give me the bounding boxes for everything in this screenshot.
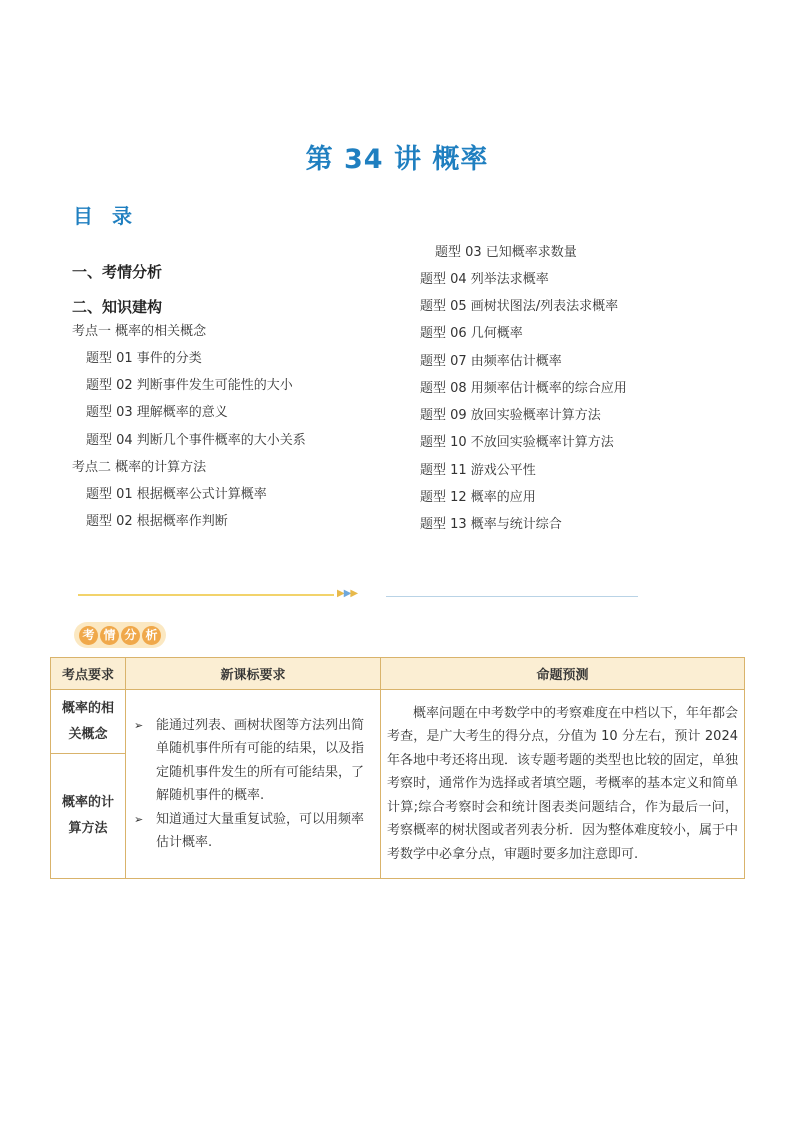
toc-section-analysis[interactable]: 一、考情分析 <box>72 263 163 281</box>
prediction-cell: 概率问题在中考数学中的考察难度在中档以下，年年都会考查，是广大考生的得分点，分值为 10 分左右，预计 2024 年各地中考还将出现．该专题考题的类型也比较的固定，单独考察时，通常作为选择或者填空题，考概率的基本定义和简单计算;综合考察时会和统计图表类问题结合，作为最后一问，考察概率的树状图或者列表分析．因为整体难度较小，属于中考数学中必拿分点，审题时要多加注意即可. <box>381 690 745 879</box>
table-header: 新课标要求 <box>126 658 381 690</box>
badge-char: 析 <box>142 626 161 645</box>
toc-item[interactable]: 题型 09 放回实验概率计算方法 <box>420 408 601 423</box>
toc-item[interactable]: 题型 06 几何概率 <box>420 326 523 341</box>
divider-left <box>78 594 334 596</box>
table-header-row <box>51 658 745 690</box>
table-header: 命题预测 <box>381 658 745 690</box>
toc-item[interactable]: 题型 01 事件的分类 <box>86 351 202 366</box>
divider-right <box>386 596 638 597</box>
arrow-bullet-icon: ➢ <box>134 812 144 826</box>
toc-item[interactable]: 题型 05 画树状图法/列表法求概率 <box>420 299 619 314</box>
requirements-cell <box>126 690 381 879</box>
category-cell: 概率的计算方法 <box>51 754 126 879</box>
requirement-text: 能通过列表、画树状图等方法列出简单随机事件所有可能的结果，以及指定随机事件发生的所有可能结果，了解随机事件的概率. <box>156 717 365 803</box>
toc-item[interactable]: 题型 04 判断几个事件概率的大小关系 <box>86 433 306 448</box>
list-item <box>134 808 370 855</box>
table-row <box>51 690 745 754</box>
badge-char: 情 <box>100 626 119 645</box>
section-badge <box>74 622 166 648</box>
toc-section-knowledge[interactable]: 二、知识建构 <box>72 298 163 316</box>
toc-item[interactable]: 题型 12 概率的应用 <box>420 490 536 505</box>
requirements-list <box>134 714 370 855</box>
toc-item[interactable]: 题型 10 不放回实验概率计算方法 <box>420 435 614 450</box>
table-header: 考点要求 <box>51 658 126 690</box>
category-cell: 概率的相关概念 <box>51 690 126 754</box>
toc-item[interactable]: 题型 03 理解概率的意义 <box>86 405 228 420</box>
toc-item[interactable]: 题型 02 判断事件发生可能性的大小 <box>86 378 293 393</box>
toc-heading: 目 录 <box>73 204 138 228</box>
badge-char: 分 <box>121 626 140 645</box>
toc-item[interactable]: 题型 04 列举法求概率 <box>420 272 549 287</box>
exam-analysis-table <box>50 657 745 879</box>
requirement-text: 知道通过大量重复试验，可以用频率估计概率. <box>156 811 365 850</box>
toc-item[interactable]: 题型 07 由频率估计概率 <box>420 354 562 369</box>
toc-kaodian-2[interactable]: 考点二 概率的计算方法 <box>72 460 207 475</box>
toc-item[interactable]: 题型 01 根据概率公式计算概率 <box>86 487 267 502</box>
list-item <box>134 714 370 808</box>
divider-arrows-icon: ▶▶▶ <box>337 588 358 599</box>
toc-kaodian-1[interactable]: 考点一 概率的相关概念 <box>72 324 207 339</box>
toc-item[interactable]: 题型 13 概率与统计综合 <box>420 517 562 532</box>
badge-char: 考 <box>79 626 98 645</box>
toc-item[interactable]: 题型 03 已知概率求数量 <box>435 245 577 260</box>
toc-item[interactable]: 题型 11 游戏公平性 <box>420 463 536 478</box>
page-title: 第 34 讲 概率 <box>305 144 489 175</box>
toc-item[interactable]: 题型 02 根据概率作判断 <box>86 514 228 529</box>
toc-item[interactable]: 题型 08 用频率估计概率的综合应用 <box>420 381 627 396</box>
arrow-bullet-icon: ➢ <box>134 718 144 732</box>
